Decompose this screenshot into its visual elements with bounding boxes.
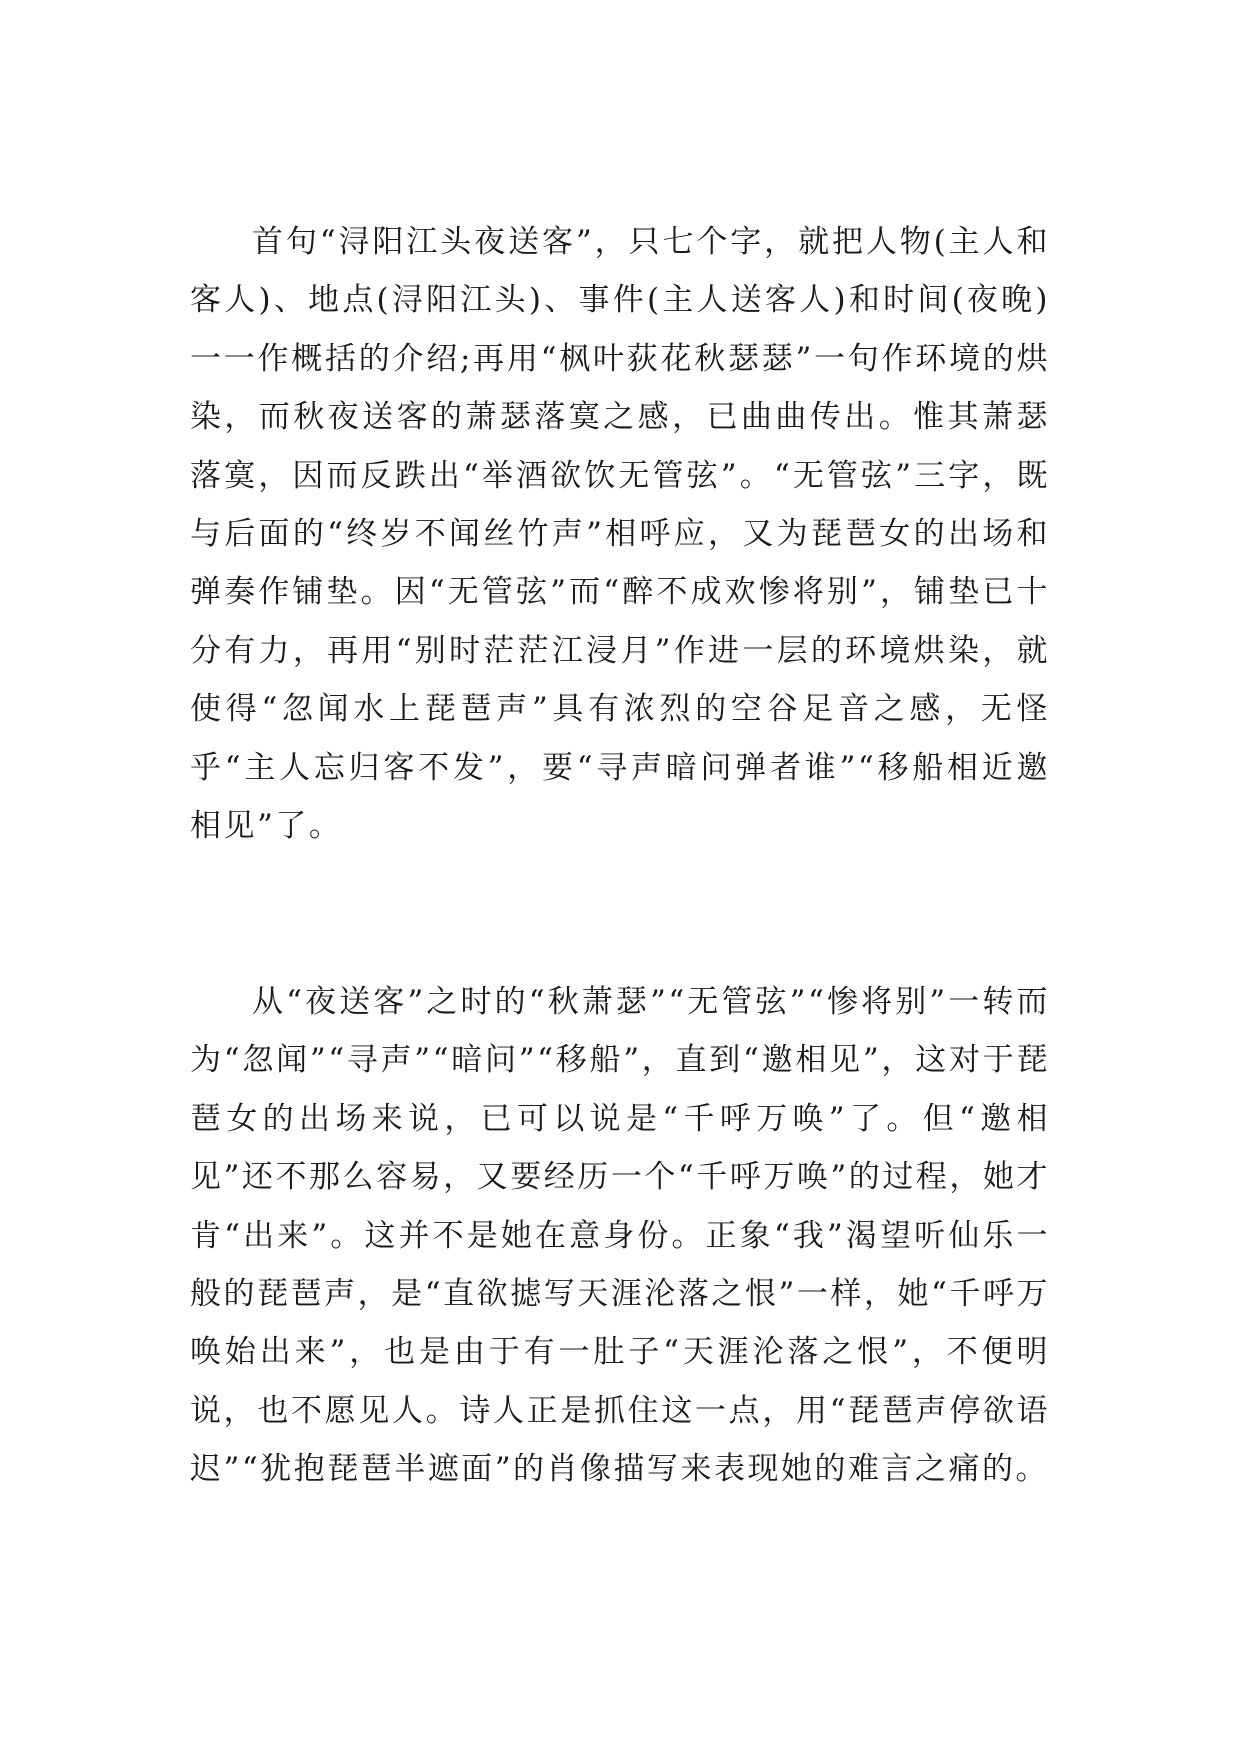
paragraph-2: 从“夜送客”之时的“秋萧瑟”“无管弦”“惨将别”一转而为“忽闻”“寻声”“暗问”“移船”，直到“邀相见”，这对于琵琶女的出场来说，已可以说是“千呼万唤”了。但“邀相见”还不那么容易，又要经历一个“千呼万唤”的过程，她才肯“出来”。这并不是她在意身份。正象“我”渴望听仙乐一般的琵琶声，是“直欲摅写天涯沦落之恨”一样，她“千呼万唤始出来”，也是由于有一肚子“天涯沦落之恨”，不便明说，也不愿见人。诗人正是抓住这一点，用“琵琶声停欲语迟”“犹抱琵琶半遮面”的肖像描写来表现她的难言之痛的。 (190, 984, 1050, 1488)
paragraph-1: 首句“浔阳江头夜送客”，只七个字，就把人物(主人和客人)、地点(浔阳江头)、事件(主人送客人)和时间(夜晚)一一作概括的介绍;再用“枫叶荻花秋瑟瑟”一句作环境的烘染，而秋夜送客的萧瑟落寞之感，已曲曲传出。惟其萧瑟落寞，因而反跌出“举酒欲饮无管弦”。“无管弦”三字，既与后面的“终岁不闻丝竹声”相呼应，又为琵琶女的出场和弹奏作铺垫。因“无管弦”而“醉不成欢惨将别”，铺垫已十分有力，再用“别时茫茫江浸月”作进一层的环境烘染，就使得“忽闻水上琵琶声”具有浓烈的空谷足音之感，无怪乎“主人忘归客不发”，要“寻声暗问弹者谁”“移船相近邀相见”了。 (190, 224, 1050, 845)
